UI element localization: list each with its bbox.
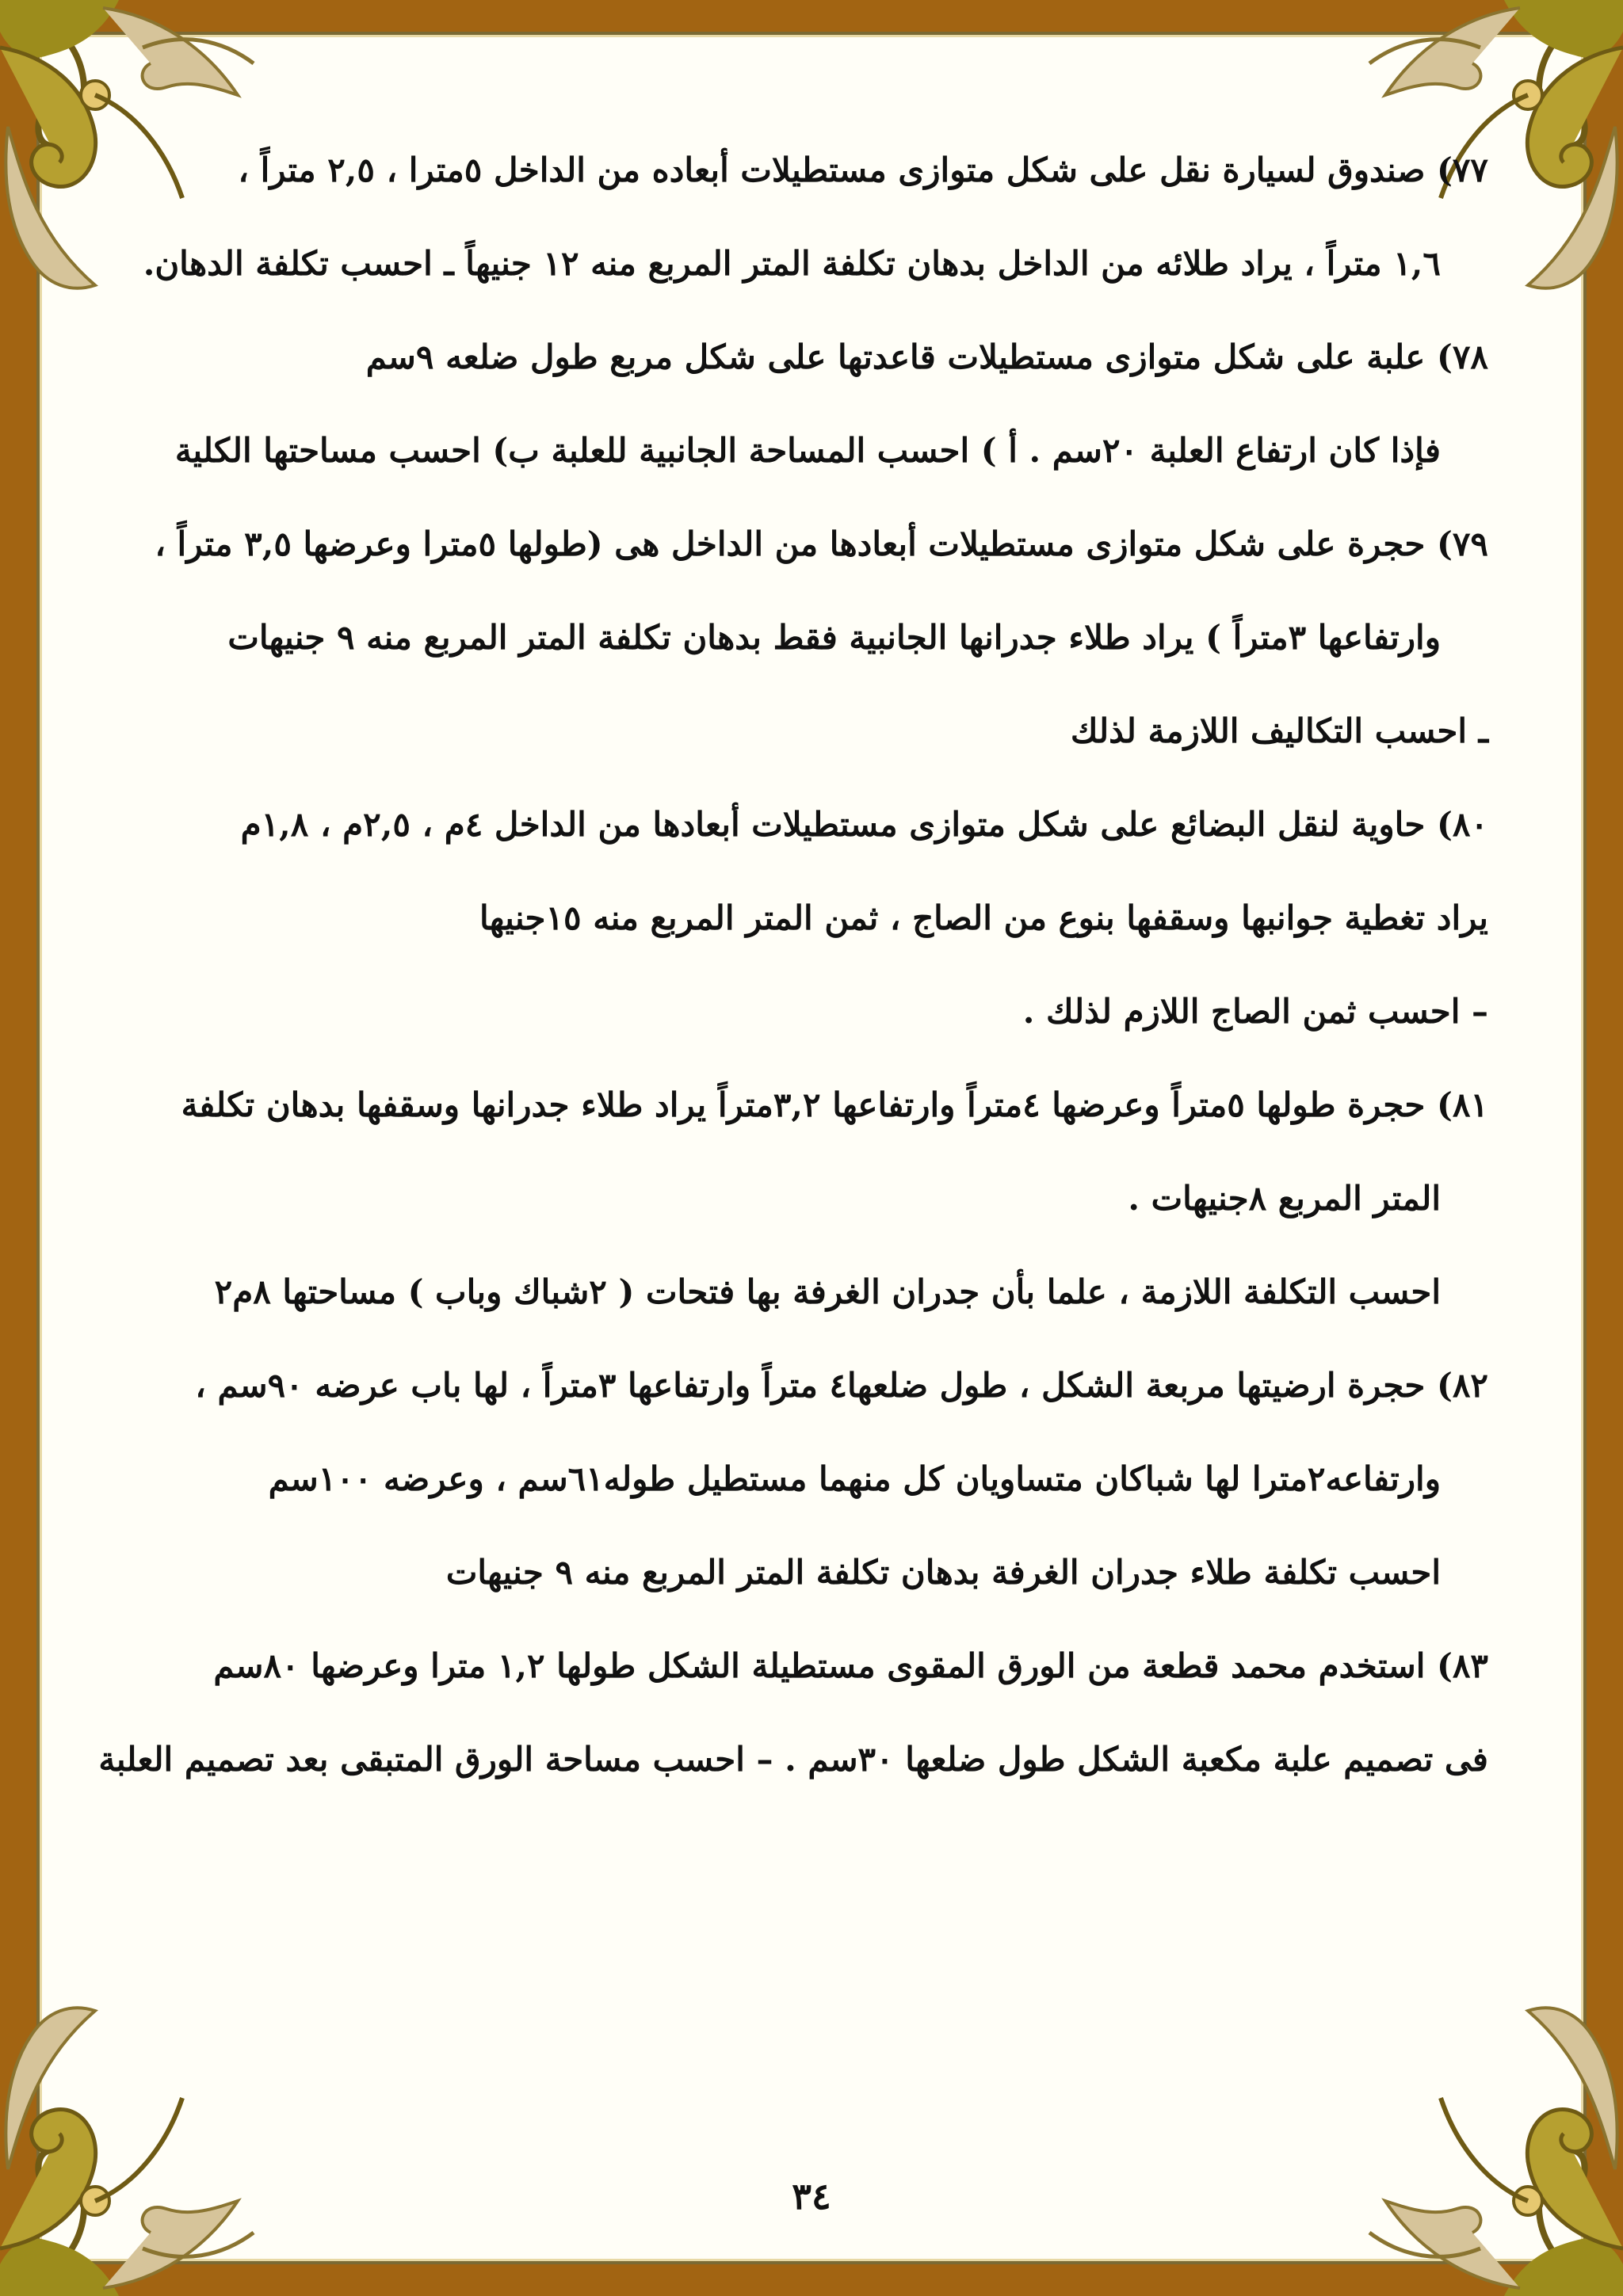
problem-77-line-1: ٧٧) صندوق لسيارة نقل على شكل متوازى مستطيلات أبعاده من الداخل ٥مترا ، ٢,٥ متراً ، (238, 151, 1488, 189)
problem-80-line-3: – احسب ثمن الصاج اللازم لذلك . (1022, 992, 1488, 1031)
problem-81-line-3: احسب التكلفة اللازمة ، علما بأن جدران الغرفة بها فتحات ( ٢شباك وباب ) مساحتها ٨م٢ (214, 1272, 1441, 1311)
problem-77-line-2: ١,٦ متراً ، يراد طلائه من الداخل بدهان تكلفة المتر المربع منه ١٢ جنيهاً ـ احسب تكلفة الدهان. (143, 244, 1441, 283)
problem-82-line-1: ٨٢) حجرة ارضيتها مربعة الشكل ، طول ضلعها٤ متراً وارتفاعها ٣متراً ، لها باب عرضه ٩٠سم ، (195, 1366, 1488, 1405)
problem-list (70, 151, 1488, 1833)
problem-79-line-3: ـ احسب التكاليف اللازمة لذلك (1070, 711, 1488, 750)
problem-82-line-3: احسب تكلفة طلاء جدران الغرفة بدهان تكلفة المتر المربع منه ٩ جنيهات (445, 1553, 1441, 1592)
corner-ornament-bottom-left (0, 1947, 262, 2296)
problem-79-line-2: وارتفاعها ٣متراً ) يراد طلاء جدرانها الجانبية فقط بدهان تكلفة المتر المربع منه ٩ جنيهات (227, 618, 1441, 657)
problem-81-line-2: المتر المربع ٨جنيهات . (1128, 1179, 1441, 1218)
problem-80-line-1: ٨٠) حاوية لنقل البضائع على شكل متوازى مستطيلات أبعادها من الداخل ٤م ، ٢,٥م ، ١,٨م (240, 805, 1488, 844)
problem-81-line-1: ٨١) حجرة طولها ٥متراً وعرضها ٤متراً وارتفاعها ٣,٢متراً يراد طلاء جدرانها وسقفها بدهان تكلفة (181, 1085, 1488, 1124)
problem-80-line-2: يراد تغطية جوانبها وسقفها بنوع من الصاج ، ثمن المتر المربع منه ١٥جنيها (479, 898, 1488, 937)
problem-83-line-1: ٨٣) استخدم محمد قطعة من الورق المقوى مستطيلة الشكل طولها ١,٢ مترا وعرضها ٨٠سم (213, 1646, 1488, 1685)
problem-78-line-1: ٧٨) علبة على شكل متوازى مستطيلات قاعدتها على شكل مربع طول ضلعه ٩سم (365, 338, 1488, 376)
corner-ornament-bottom-right (1361, 1947, 1623, 2296)
problem-82-line-2: وارتفاعه٢مترا لها شباكان متساويان كل منهما مستطيل طوله٦١سم ، وعرضه ١٠٠سم (268, 1459, 1441, 1498)
problem-79-line-1: ٧٩) حجرة على شكل متوازى مستطيلات أبعادها من الداخل هى (طولها ٥مترا وعرضها ٣,٥ متراً ، (155, 524, 1488, 563)
problem-78-line-2: فإذا كان ارتفاع العلبة ٢٠سم . أ ) احسب المساحة الجانبية للعلبة ب) احسب مساحتها الكلية (174, 431, 1441, 470)
problem-83-line-2: فى تصميم علبة مكعبة الشكل طول ضلعها ٣٠سم . – احسب مساحة الورق المتبقى بعد تصميم العلبة (98, 1740, 1488, 1779)
page-number: ٣٤ (792, 2175, 831, 2218)
